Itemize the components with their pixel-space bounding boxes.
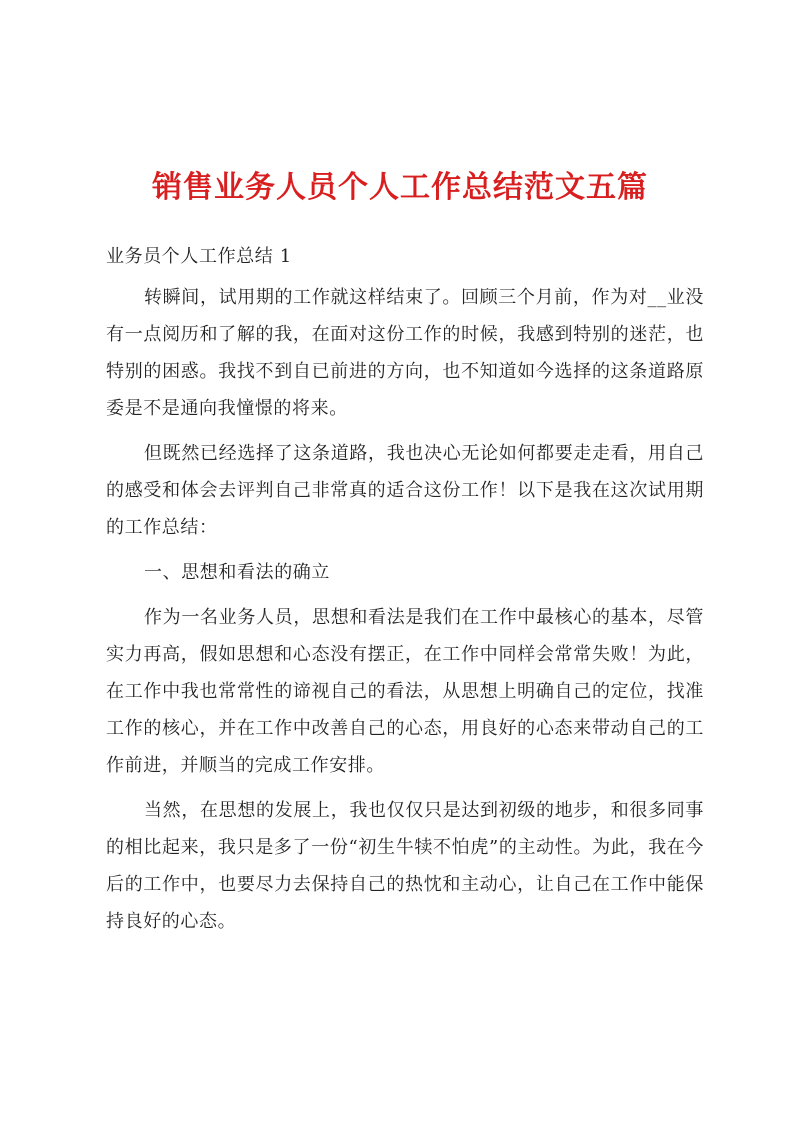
paragraph: 当然，在思想的发展上，我也仅仅只是达到初级的地步，和很多同事的相比起来，我只是多了一份“初生牛犊不怕虎”的主动性。为此，我在今后的工作中，也要尽力去保持自己的热忱和主动心，让自己在工作中能保持良好的心态。 bbox=[106, 800, 704, 932]
subsection-heading: 一、思想和看法的确立 bbox=[144, 562, 330, 583]
paragraph: 转瞬间，试用期的工作就这样结束了。回顾三个月前，作为对__业没有一点阅历和了解的我，在面对这份工作的时候，我感到特别的迷茫，也特别的困惑。我找不到自已前进的方向，也不知道如今选择的这条道路原委是不是通向我憧憬的将来。 bbox=[106, 287, 704, 419]
paragraph: 但既然已经选择了这条道路，我也决心无论如何都要走走看，用自己的感受和体会去评判自己非常真的适合这份工作！以下是我在这次试用期的工作总结： bbox=[106, 443, 704, 538]
paragraph: 作为一名业务人员，思想和看法是我们在工作中最核心的基本，尽管实力再高，假如思想和心态没有摆正，在工作中同样会常常失败！为此，在工作中我也常常性的谛视自己的看法，从思想上明确自己的定位，找准工作的核心，并在工作中改善自己的心态，用良好的心态来带动自己的工作前进，并顺当的完成工作安排。 bbox=[106, 607, 704, 776]
section-heading: 业务员个人工作总结 1 bbox=[106, 246, 292, 267]
document-body bbox=[106, 238, 704, 948]
document-title: 销售业务人员个人工作总结范文五篇 bbox=[152, 170, 648, 205]
